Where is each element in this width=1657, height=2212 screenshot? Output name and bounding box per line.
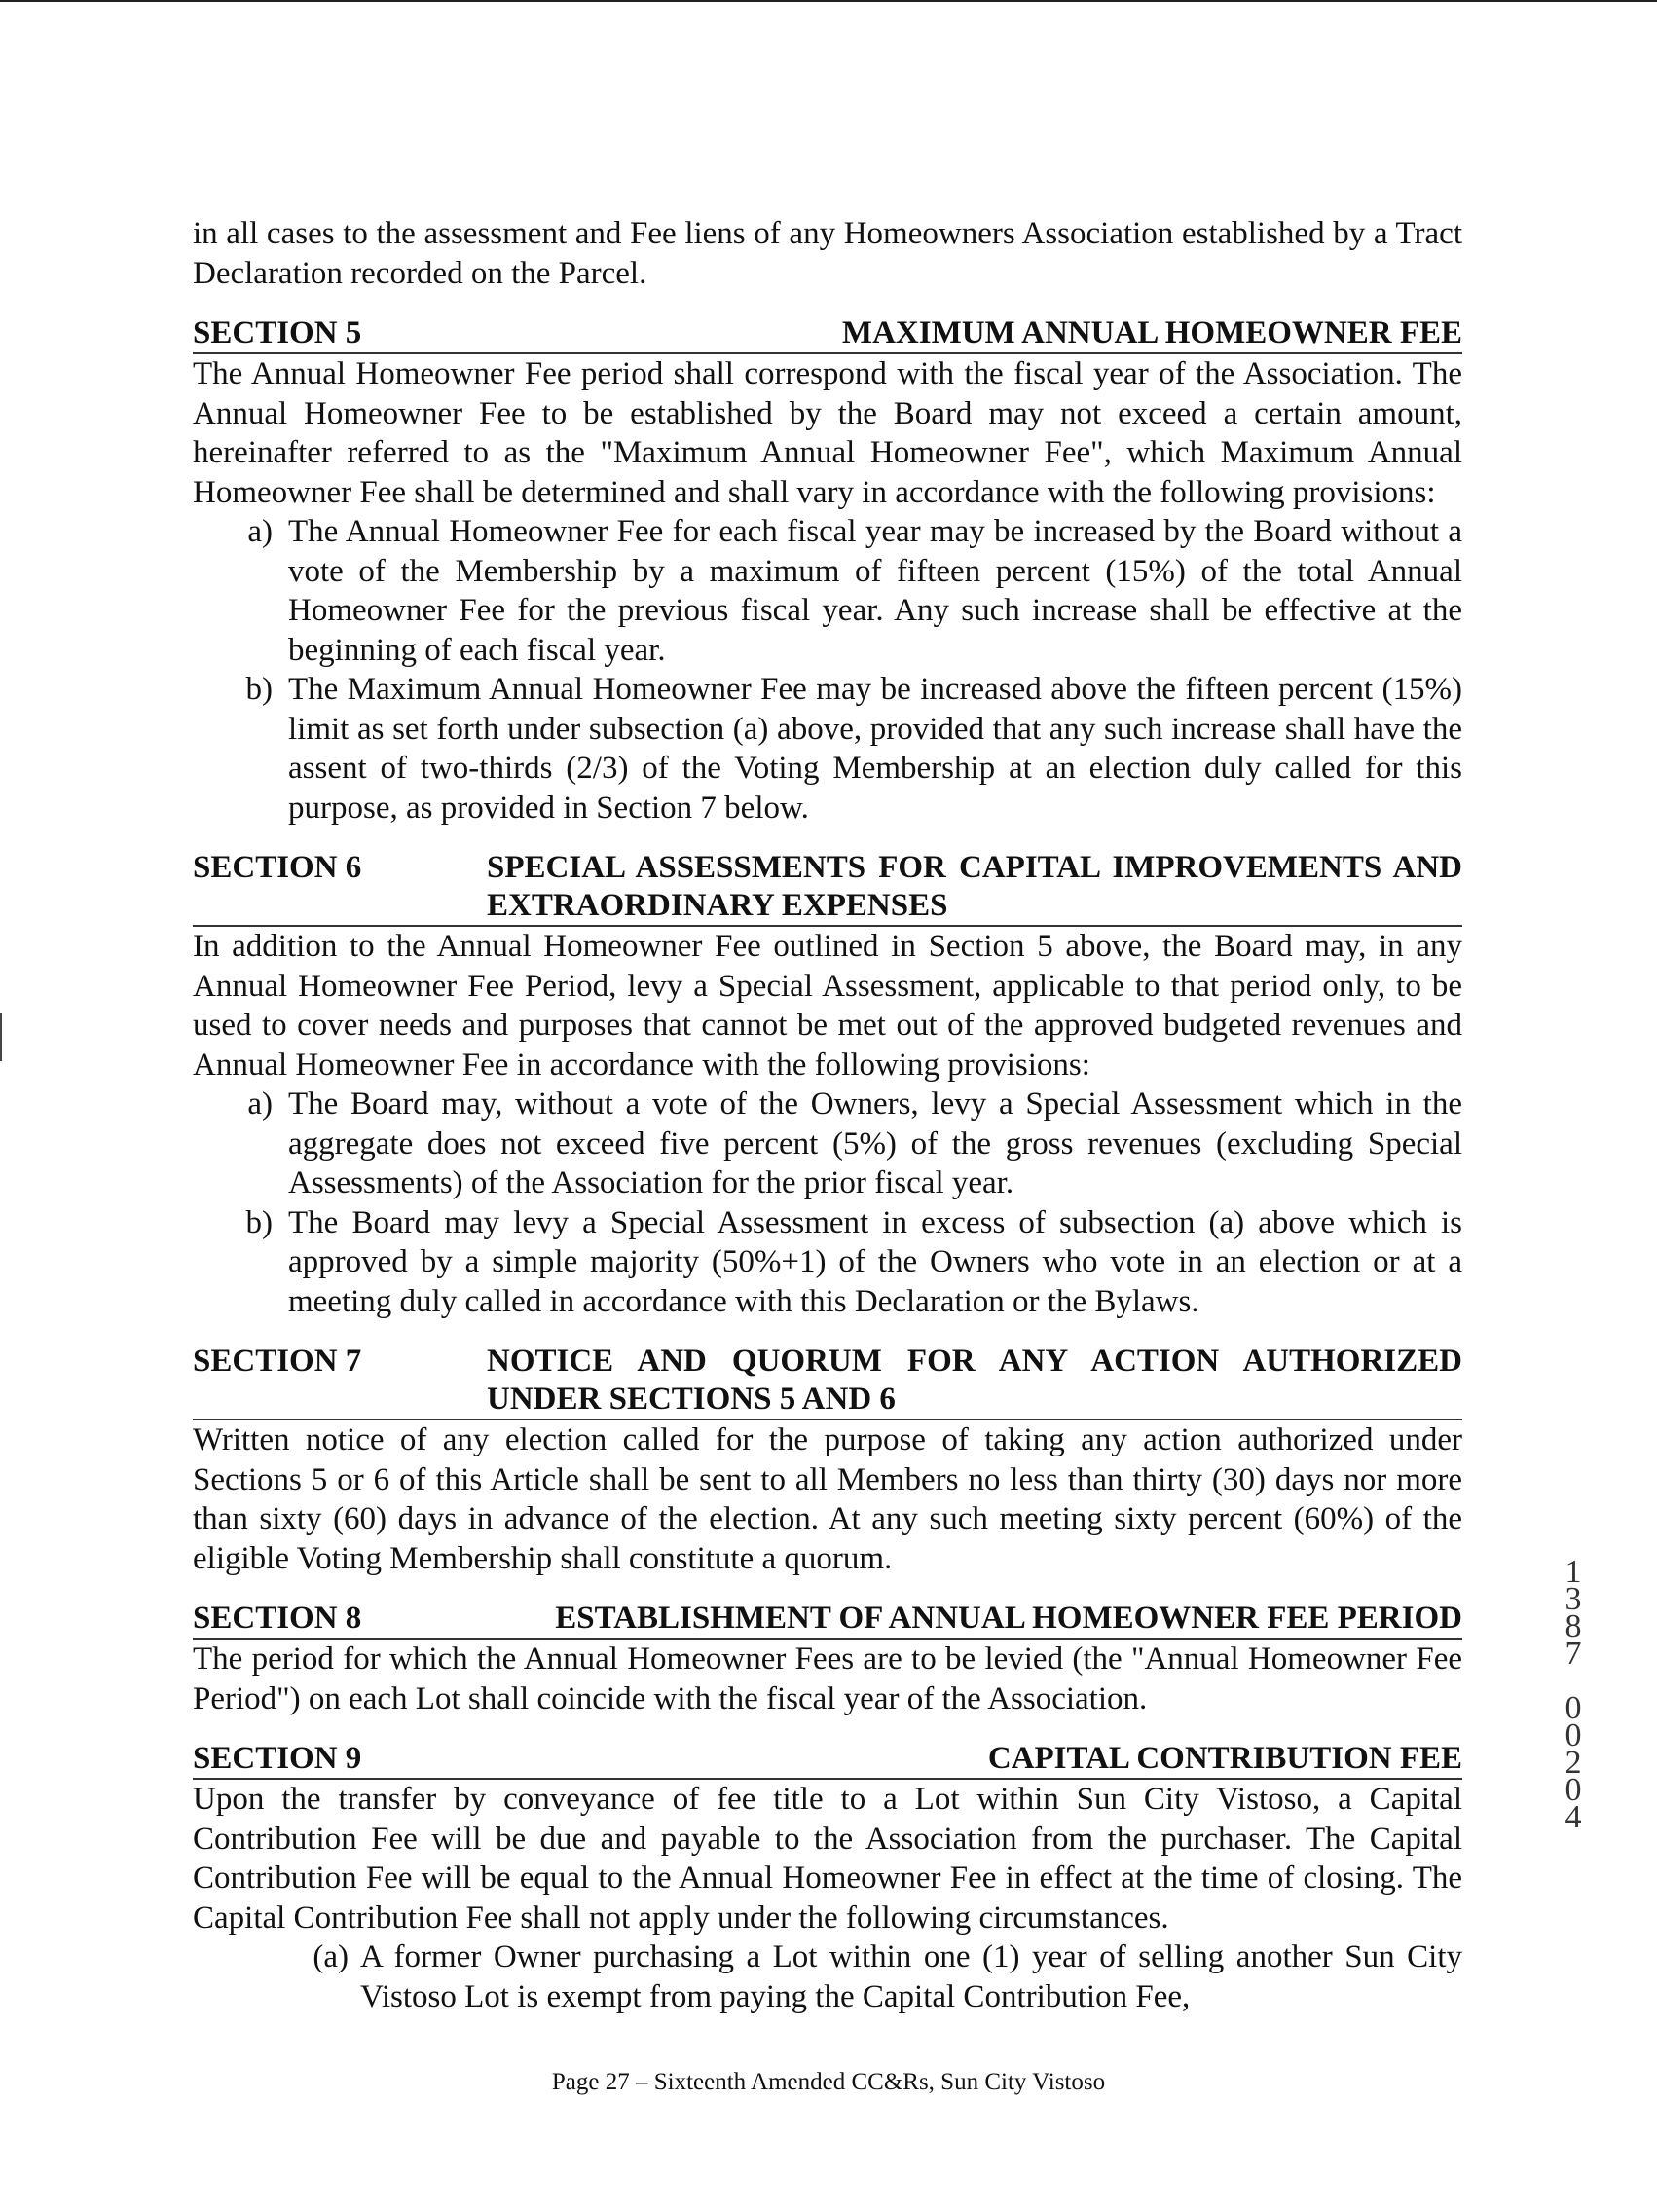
list-marker: b): [245, 1204, 273, 1240]
stamp-char: 0: [1565, 1717, 1582, 1753]
section-6-title-line-1: SPECIAL ASSESSMENTS FOR CAPITAL IMPROVEMENTS AND: [487, 850, 1462, 885]
section-6-number: SECTION 6: [193, 850, 362, 885]
scan-edge-mark: [0, 1013, 2, 1061]
section-7-number: SECTION 7: [193, 1344, 362, 1379]
stamp-char: [1556, 1665, 1591, 1692]
stamp-char: 4: [1565, 1799, 1582, 1835]
section-5-title: MAXIMUM ANNUAL HOMEOWNER FEE: [841, 315, 1462, 350]
stamp-char: 0: [1565, 1772, 1582, 1808]
section-5-body: The Annual Homeowner Fee period shall correspond with the fiscal year of the Association. The Annual Homeowner Fee to be established by the Board may not exceed a certain amount, hereinafter referred to as the "Maximum Annual Homeowner Fee", which Maximum Annual Homeowner Fee shall be determined and shall vary in accordance with the following provisions:: [193, 356, 1462, 510]
top-border-rule: [0, 0, 1657, 2]
list-marker: a): [247, 514, 273, 549]
list-item: [193, 1937, 1462, 2016]
section-9-heading: [193, 1740, 1462, 1780]
stamp-char: 3: [1565, 1581, 1582, 1617]
section-9-body: Upon the transfer by conveyance of fee title to a Lot within Sun City Vistoso, a Capital Contribution Fee will be due and payable to the Association from the purchaser. The Capital Contribution Fee will be equal to the Annual Homeowner Fee in effect at the time of closing. The Capital Contribution Fee shall not apply under the following circumstances.: [193, 1782, 1462, 1936]
list-item-text: The Board may levy a Special Assessment in excess of subsection (a) above which is approved by a simple majority (50%+1) of the Owners who vote in an election or at a meeting duly called in accordance with this Declaration or the Bylaws.: [288, 1204, 1462, 1319]
section-9-number: SECTION 9: [193, 1741, 362, 1776]
list-item-text: A former Owner purchasing a Lot within one (1) year of selling another Sun City Vistoso Lot is exempt from paying the Capital Contribution Fee,: [360, 1939, 1462, 2014]
side-docket-stamp: [1556, 1554, 1591, 1835]
section-6-title: [487, 849, 1462, 925]
stamp-char: 0: [1565, 1690, 1582, 1726]
section-8-title: ESTABLISHMENT OF ANNUAL HOMEOWNER FEE PERIOD: [555, 1601, 1462, 1636]
section-8-number: SECTION 8: [193, 1601, 362, 1636]
section-8-body: The period for which the Annual Homeowner Fees are to be levied (the "Annual Homeowner Fee Period") on each Lot shall coincide with the fiscal year of the Association.: [193, 1641, 1462, 1716]
list-item-text: The Maximum Annual Homeowner Fee may be increased above the fifteen percent (15%) limit as set forth under subsection (a) above, provided that any such increase shall have the assent of two-thirds (2/3) of the Voting Membership at an election duly called for this purpose, as provided in Section 7 below.: [288, 672, 1462, 826]
section-6-list: [193, 1085, 1462, 1321]
stamp-char: 8: [1565, 1608, 1582, 1644]
section-7-title-line-1: NOTICE AND QUORUM FOR ANY ACTION AUTHORIZED: [487, 1344, 1462, 1379]
section-7-body: Written notice of any election called for the purpose of taking any action authorized under Sections 5 or 6 of this Article shall be sent to all Members no less than thirty (30) days nor more than sixty (60) days in advance of the election. At any such meeting sixty percent (60%) of the eligible Voting Membership shall constitute a quorum.: [193, 1422, 1462, 1576]
page-footer: Page 27 – Sixteenth Amended CC&Rs, Sun City Vistoso: [551, 2069, 1106, 2095]
list-marker: a): [247, 1087, 273, 1122]
stamp-char: 1: [1565, 1554, 1582, 1590]
section-7-heading: [193, 1343, 1462, 1420]
document-page: [193, 214, 1462, 2016]
list-marker: (a): [313, 1939, 349, 1974]
intro-paragraph: in all cases to the assessment and Fee liens of any Homeowners Association established by a Tract Declaration recorded on the Parcel.: [193, 216, 1462, 291]
section-8-heading: [193, 1600, 1462, 1640]
section-6-title-line-2: EXTRAORDINARY EXPENSES: [487, 888, 948, 923]
list-item: [193, 1203, 1462, 1322]
list-item-text: The Annual Homeowner Fee for each fiscal year may be increased by the Board without a vote of the Membership by a maximum of fifteen percent (15%) of the total Annual Homeowner Fee for the previous fiscal year. Any such increase shall be effective at the beginning of each fiscal year.: [288, 514, 1462, 668]
section-6-heading: [193, 849, 1462, 927]
section-6-body: In addition to the Annual Homeowner Fee outlined in Section 5 above, the Board may, in any Annual Homeowner Fee Period, levy a Special Assessment, applicable to that period only, to be used to cover needs and purposes that cannot be met out of the approved budgeted revenues and Annual Homeowner Fee in accordance with the following provisions:: [193, 929, 1462, 1083]
section-7-title: [487, 1343, 1462, 1419]
list-item-text: The Board may, without a vote of the Owners, levy a Special Assessment which in the aggregate does not exceed five percent (5%) of the gross revenues (excluding Special Assessments) of the Association for the prior fiscal year.: [288, 1087, 1462, 1200]
stamp-char: 2: [1565, 1745, 1582, 1781]
list-marker: b): [245, 672, 273, 707]
section-5-number: SECTION 5: [193, 315, 362, 350]
list-item: [193, 670, 1462, 828]
stamp-char: 7: [1565, 1636, 1582, 1672]
section-5-heading: [193, 314, 1462, 354]
list-item: [193, 512, 1462, 670]
section-9-list: [193, 1937, 1462, 2016]
section-5-list: [193, 512, 1462, 828]
section-7-title-line-2: UNDER SECTIONS 5 AND 6: [487, 1382, 896, 1417]
section-9-title: CAPITAL CONTRIBUTION FEE: [987, 1741, 1462, 1776]
list-item: [193, 1085, 1462, 1203]
